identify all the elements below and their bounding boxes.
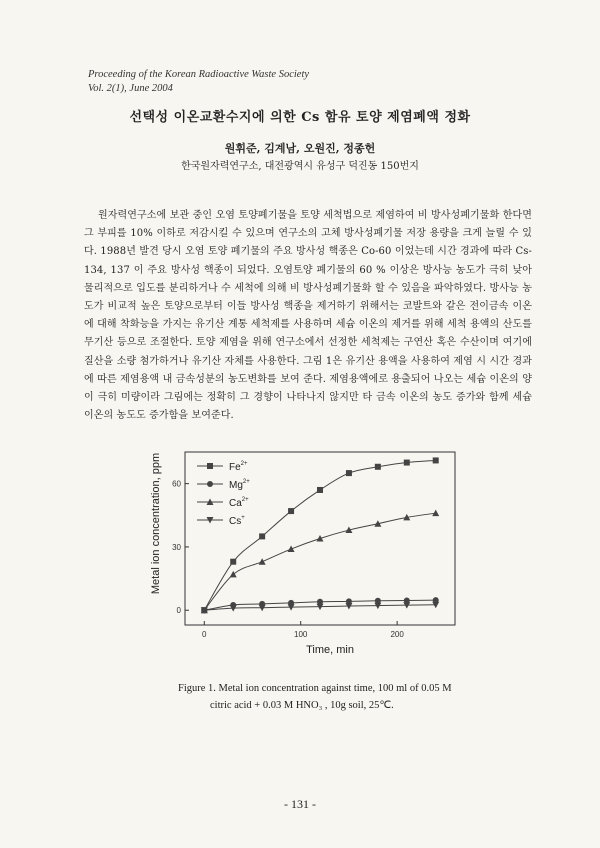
body-paragraph: 원자력연구소에 보관 중인 오염 토양폐기물을 토양 세척법으로 제염하여 비 방사성폐기물화 한다면 그 부피를 10% 이하로 저감시킬 수 있으며 연구소의 고체 방사성폐기물 저장 용량을 크게 늘릴 수 있다. 1988년 발견 당시 오염 토양 폐기물의 주요 방사성 핵종은 Co-60 이었는데 시간 경과에 따라 Cs-134, 137 이 주요 방사성 핵종이 되었다. 오염토양 폐기물의 60 % 이상은 방사능 농도가 극히 낮아 물리적으로 입도를 분리하거나 수 세척에 의해 비 방사성폐기물화 할 수 있음을 파악하였다. 방사능 농도가 비교적 높은 토양으로부터 이들 방사성 핵종을 제거하기 위해서는 코발트와 같은 전이금속 이온에 대해 착화능을 가지는 유기산 계통 세척제를 사용하며 세슘 이온의 제거를 위해 세척 용액의 산도를 무기산 등으로 조절한다. 토양 제염을 위해 연구소에서 선정한 세척제는 구연산 혹은 수산이며 여기에 질산을 소량 첨가하거나 유기산 자체를 사용한다. 그림 1은 유기산 용액을 사용하여 제염 시 시간 경과에 따른 제염용액 내 금속성분의 농도변화를 보여 준다. 제염용액에로 용출되어 나오는 세슘 이온의 양이 극히 미량이라 그림에는 정확히 그 경향이 나타나지 않지만 타 금속 이온의 농도 증가와 함께 세슘 이온의 농도도 증가함을 보여준다. bbox=[84, 210, 532, 422]
figure-caption bbox=[178, 680, 478, 714]
y-tick-label: 30 bbox=[172, 542, 181, 552]
proceeding-title: Proceeding of the Korean Radioactive Waste Society bbox=[88, 69, 310, 80]
data-point-ca bbox=[230, 571, 237, 578]
paper-title: 선택성 이온교환수지에 의한 Cs 함유 토양 제염폐액 정화 bbox=[129, 110, 471, 125]
volume-info: Vol. 2(1), June 2004 bbox=[88, 83, 173, 94]
page-number: - 131 - bbox=[284, 797, 316, 811]
y-axis-label: Metal ion concentration, ppm bbox=[150, 452, 162, 595]
data-point-fe bbox=[317, 487, 323, 493]
data-point-fe bbox=[433, 457, 439, 463]
metal-ion-chart bbox=[140, 440, 470, 665]
x-tick-label: 0 bbox=[202, 630, 207, 639]
y-tick-label: 60 bbox=[172, 479, 181, 489]
legend-marker bbox=[207, 481, 213, 487]
data-point-fe bbox=[346, 470, 352, 476]
figure-chart bbox=[140, 440, 470, 665]
author-list: 원휘준, 김계남, 오원진, 정종헌 bbox=[224, 142, 376, 155]
data-point-ca bbox=[317, 535, 324, 542]
legend-label-cs: Cs+ bbox=[229, 515, 245, 527]
data-point-fe bbox=[259, 533, 265, 539]
data-point-fe bbox=[230, 559, 236, 565]
legend-marker bbox=[207, 463, 213, 469]
proceeding-header bbox=[88, 68, 309, 96]
legend-label-mg: $Mg^{2+}$ bbox=[229, 479, 250, 491]
x-tick-label: 100 bbox=[294, 630, 308, 639]
body-text bbox=[84, 207, 532, 425]
x-axis-label: Time, min bbox=[306, 644, 354, 656]
caption-line-2: citric acid + 0.03 M HNO₃ , 10g soil, 25℃. bbox=[210, 700, 394, 711]
caption-line-1: Figure 1. Metal ion concentration against time, 100 ml of 0.05 M bbox=[178, 683, 452, 694]
x-tick-label: 200 bbox=[390, 630, 404, 639]
affiliation: 한국원자력연구소, 대전광역시 유성구 덕진동 150번지 bbox=[181, 161, 419, 172]
series-line-ca bbox=[204, 513, 435, 610]
data-point-ca bbox=[259, 558, 266, 565]
data-point-fe bbox=[375, 464, 381, 470]
data-point-fe bbox=[288, 508, 294, 514]
data-point-fe bbox=[404, 460, 410, 466]
data-point-ca bbox=[432, 510, 439, 517]
y-tick-label: 0 bbox=[176, 606, 181, 616]
data-point-ca bbox=[288, 546, 295, 553]
legend-label-fe: $Fe^{2+}$ bbox=[229, 461, 248, 473]
legend-label-ca: $Ca^{2+}$ bbox=[229, 497, 249, 509]
